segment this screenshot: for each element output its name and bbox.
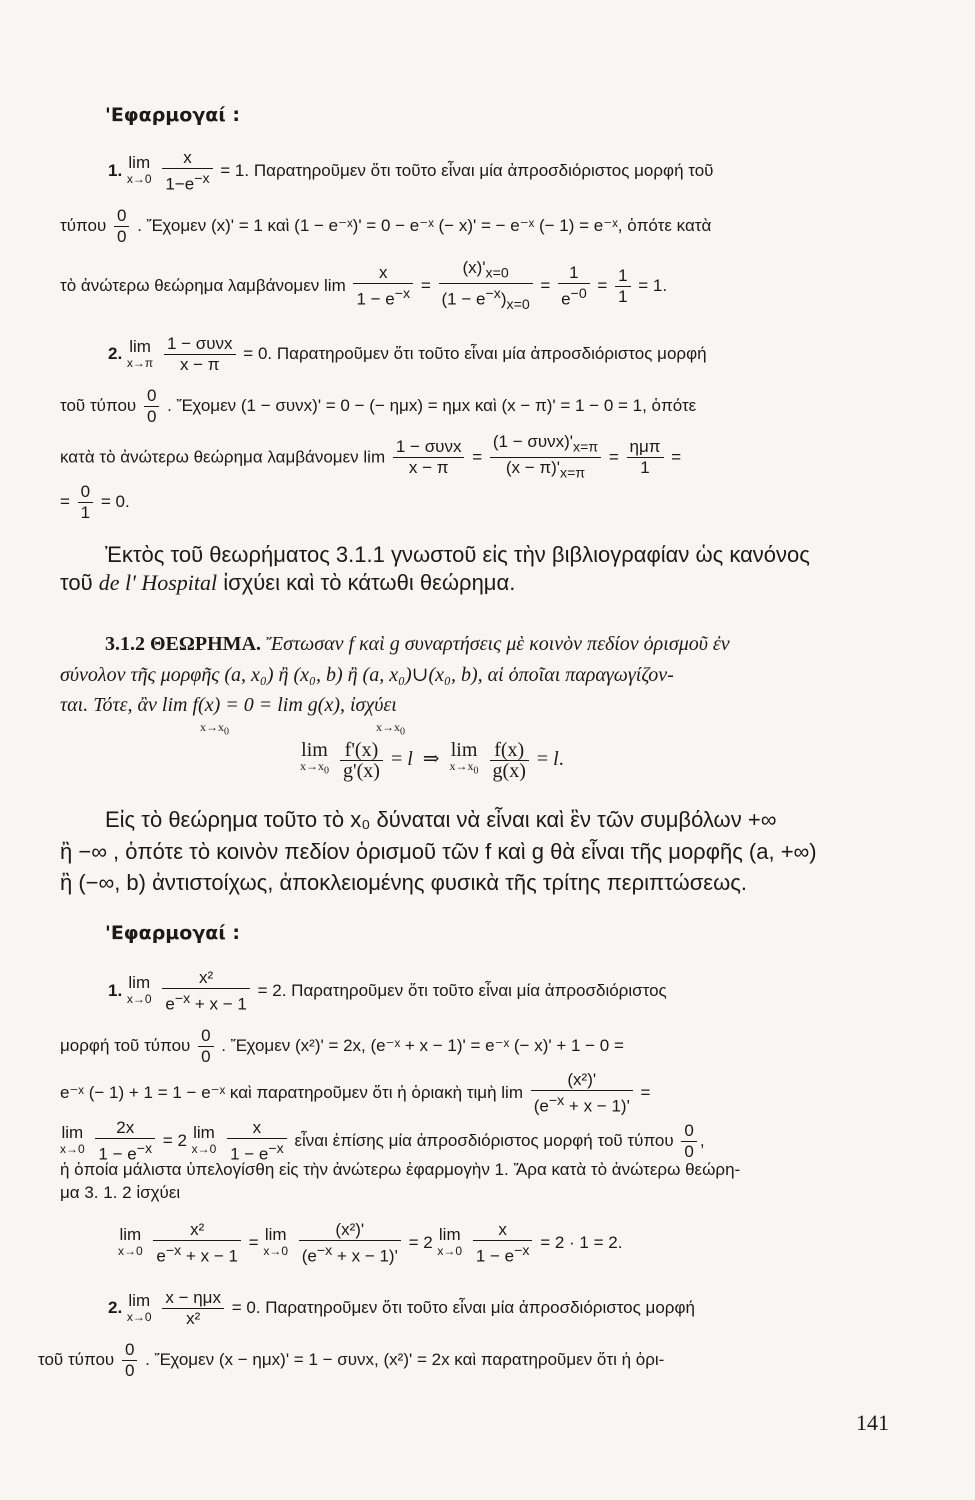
- example-1-derivatives: . Ἔχομεν (x)' = 1 καὶ (1 − e⁻ˣ)' = 0 − e⁻ˣ (− x)' = − e⁻ˣ (− 1) = e⁻ˣ, ὁπότε κατὰ: [137, 215, 712, 235]
- theorem-lim-subscripts-2: $x\to x_0$: [376, 720, 405, 738]
- theorem-text: Ἔστωσαν f καὶ g συναρτήσεις μὲ κοινὸν πεδίον ὁρισμοῦ ἐν: [266, 633, 730, 655]
- section-heading-2: 'Εφαρμογαί :: [105, 922, 240, 944]
- example-1-line-3: τὸ ἀνώτερω θεώρημα λαμβάνομεν lim $\frac{x}{1 - e^{-x}}$ = $\frac{(x)'_{x=0}}{(1 - e^{-x})_{x=0}}$ = $\frac{1}{e^{-0}}$ = $\frac{1}{1}$ = 1.: [60, 258, 668, 314]
- theorem-application: τὸ ἀνώτερω θεώρημα λαμβάνομεν lim: [60, 276, 346, 296]
- type-label: τύπου: [60, 215, 107, 235]
- example-2-text: = 0. Παρατηροῦμεν ὅτι τοῦτο εἶναι μία ἀπροσδιόριστος μορφή: [243, 343, 707, 363]
- page-number: 141: [856, 1410, 889, 1435]
- example-3-line-2: μορφή τοῦ τύπου $\frac{0}{0}$ . Ἔχομεν (x²)' = 2x, (e⁻ˣ + x − 1)' = e⁻ˣ (− x)' + 1 − 0 =: [60, 1026, 624, 1066]
- example-1-line-1: 1. lim x→0 $\frac{x}{1-e^{-x}}$ = 1. Παρατηροῦμεν ὅτι τοῦτο εἶναι μία ἀπροσδιόριστος μορφή τοῦ: [108, 148, 714, 194]
- theorem-line-3: ται. Τότε, ἂν lim f(x) = 0 = lim g(x), ἰσχύει: [60, 694, 397, 716]
- example-2-line-2: τοῦ τύπου $\frac{0}{0}$ . Ἔχομεν (1 − συνx)' = 0 − (− ημx) = ημx καὶ (x − π)' = 1 − 0 = 1, ὁπότε: [60, 386, 697, 426]
- example-4-line-1: 2. lim x→0 $\frac{\text{x − ημx}}{\text{x²}}$ = 0. Παρατηροῦμεν ὅτι τοῦτο εἶναι μία ἀπροσδιόριστος μορφή: [108, 1288, 695, 1328]
- theorem-line-2: σύνολον τῆς μορφῆς (a, x₀) ἢ (x₀, b) ἢ (a, x₀)∪(x₀, b), αἱ ὁποῖαι παραγωγίζον-: [60, 664, 674, 686]
- paragraph-2-line-1: Εἰς τὸ θεώρημα τοῦτο τὸ x₀ δύναται νὰ εἶναι καὶ ἓν τῶν συμβόλων +∞: [105, 807, 777, 832]
- type-label: μορφή τοῦ τύπου: [60, 1035, 191, 1055]
- example-4-derivatives: . Ἔχομεν (x − ημx)' = 1 − συνx, (x²)' = 2x καὶ παρατηροῦμεν ὅτι ἡ ὁρι-: [145, 1349, 665, 1369]
- theorem-line-1: [105, 631, 730, 657]
- example-3-line-3: e⁻ˣ (− 1) + 1 = 1 − e⁻ˣ καὶ παρατηροῦμεν ὅτι ἡ ὁριακὴ τιμὴ lim $\frac{\text{(x²)'}}{(e^{-x} + x - 1)'}$ =: [60, 1070, 651, 1116]
- example-2-derivatives: . Ἔχομεν (1 − συνx)' = 0 − (− ημx) = ημx καὶ (x − π)' = 1 − 0 = 1, ὁπότε: [167, 395, 697, 415]
- paragraph-1-line-2: [60, 569, 515, 597]
- example-3-line-1: 1. lim x→0 $\frac{\text{x²}}{e^{-x} + x - 1}$ = 2. Παρατηροῦμεν ὅτι τοῦτο εἶναι μία ἀπροσδιόριστος: [108, 968, 667, 1014]
- paragraph-1-line-1: Ἐκτὸς τοῦ θεωρήματος 3.1.1 γνωστοῦ εἰς τὴν βιβλιογραφίαν ὡς κανόνος: [105, 542, 810, 567]
- example-3-line-6: μα 3. 1. 2 ἰσχύει: [60, 1183, 181, 1202]
- theorem-lim-subscripts: $x\to x_0$: [200, 720, 229, 738]
- example-4-text: = 0. Παρατηροῦμεν ὅτι τοῦτο εἶναι μία ἀπροσδιόριστος μορφή: [231, 1297, 695, 1317]
- limit-value-text: e⁻ˣ (− 1) + 1 = 1 − e⁻ˣ καὶ παρατηροῦμεν ὅτι ἡ ὁριακὴ τιμὴ lim: [60, 1082, 523, 1102]
- example-1-line-2: τύπου $\frac{0}{0}$ . Ἔχομεν (x)' = 1 καὶ (1 − e⁻ˣ)' = 0 − e⁻ˣ (− x)' = − e⁻ˣ (− 1) = e⁻ˣ, ὁπότε κατὰ: [60, 206, 712, 246]
- example-3-derivatives: . Ἔχομεν (x²)' = 2x, (e⁻ˣ + x − 1)' = e⁻ˣ (− x)' + 1 − 0 =: [221, 1035, 624, 1055]
- example-2-line-1: 2. lim x→π $\frac{\text{1 − συνx}}{x - \pi}$ = 0. Παρατηροῦμεν ὅτι τοῦτο εἶναι μία ἀπροσδιόριστος μορφή: [108, 334, 707, 374]
- result-value: = 1.: [638, 276, 668, 296]
- hospital-name: de l' Hospital: [98, 570, 218, 595]
- indeterminate-text: εἶναι ἐπίσης μία ἀπροσδιόριστος μορφή τοῦ τύπου: [294, 1130, 674, 1150]
- paragraph-2-line-2: ἢ −∞ , ὁπότε τὸ κοινὸν πεδίον ὁρισμοῦ τῶν f καὶ g θὰ εἶναι τῆς μορφῆς (a, +∞): [60, 839, 817, 864]
- example-4-line-2: τοῦ τύπου $\frac{0}{0}$ . Ἔχομεν (x − ημx)' = 1 − συνx, (x²)' = 2x καὶ παρατηροῦμεν ὅτι ἡ ὁρι-: [38, 1340, 665, 1380]
- example-3-line-5: ἡ ὁποία μάλιστα ὑπελογίσθη εἰς τὴν ἀνώτερω ἐφαρμογὴν 1. Ἄρα κατὰ τὸ ἀνώτερω θεώρη-: [60, 1160, 741, 1179]
- example-3-line-4: lim x→0 $\frac{2x}{1 - e^{-x}}$ = 2 lim x→0 $\frac{x}{1 - e^{-x}}$ εἶναι ἐπίσης μία ἀπροσδιόριστος μορφή τοῦ τύπου $\frac{0}{0}$ ,: [60, 1118, 705, 1164]
- example-3-final: lim x→0 $\frac{\text{x²}}{e^{-x} + x - 1}$ = lim x→0 $\frac{\text{(x²)'}}{(e^{-x} + x - 1)'}$ = 2 lim x→0 $\frac{x}{1 - e^{-x}}$ = 2 · 1 = 2.: [118, 1220, 623, 1266]
- type-label: τοῦ τύπου: [60, 395, 137, 415]
- text-fragment: τοῦ: [60, 570, 99, 595]
- theorem-application: κατὰ τὸ ἀνώτερω θεώρημα λαμβάνομεν lim: [60, 447, 386, 467]
- result-value: = 2 · 1 = 2.: [540, 1232, 623, 1252]
- type-label: τοῦ τύπου: [38, 1349, 115, 1369]
- paragraph-2-line-3: ἢ (−∞, b) ἀντιστοίχως, ἀποκλειομένης φυσικὰ τῆς τρίτης περιπτώσεως.: [60, 870, 747, 895]
- example-2-line-4: = $\frac{0}{1}$ = 0.: [60, 482, 130, 522]
- section-heading: 'Εφαρμογαί :: [105, 104, 240, 126]
- example-1-text: = 1. Παρατηροῦμεν ὅτι τοῦτο εἶναι μία ἀπροσδιόριστος μορφή τοῦ: [220, 160, 714, 180]
- theorem-formula: lim $x\to x_0$ $\frac{f'(x)}{g'(x)}$ = l ⇒ lim $x\to x_0$ $\frac{f(x)}{g(x)}$ = l.: [300, 738, 564, 782]
- example-2-line-3: κατὰ τὸ ἀνώτερω θεώρημα λαμβάνομεν lim $\frac{\text{1 − συνx}}{x - \pi}$ = $\frac{(1 - \sigma\upsilon\nu x)'_{x=\pi}}{(x - \pi)'_{x=\pi}}$ = $\frac{\text{ημπ}}{1}$ =: [60, 432, 682, 482]
- example-3-text: = 2. Παρατηροῦμεν ὅτι τοῦτο εἶναι μία ἀπροσδιόριστος: [257, 980, 667, 1000]
- theorem-label: 3.1.2 ΘΕΩΡΗΜΑ.: [105, 633, 262, 655]
- text-fragment: ἰσχύει καὶ τὸ κάτωθι θεώρημα.: [217, 570, 516, 595]
